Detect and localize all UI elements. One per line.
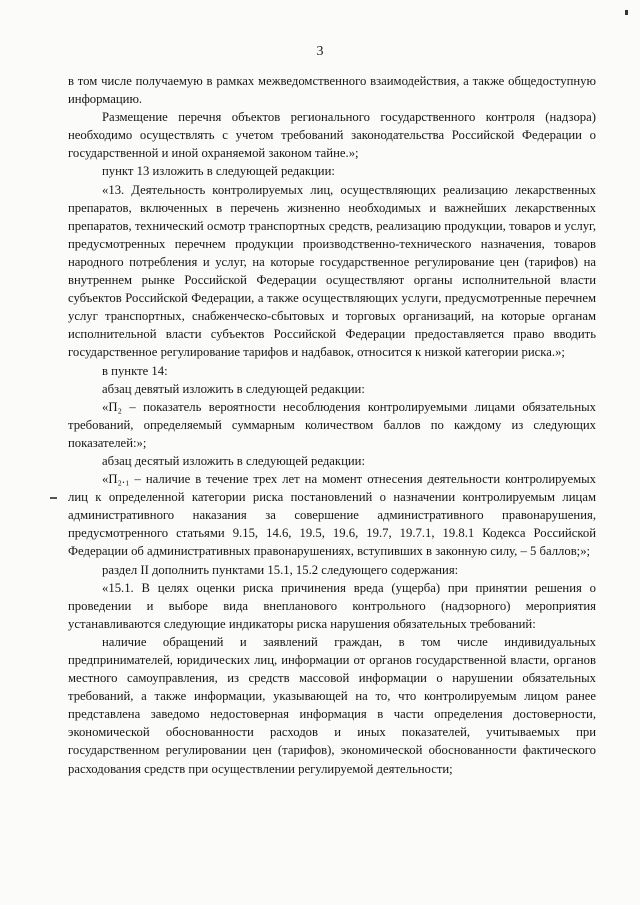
document-body: [68, 72, 596, 778]
paragraph: абзац десятый изложить в следующей редакции:: [102, 453, 365, 468]
scan-mark: [50, 497, 57, 499]
paragraph: «13. Деятельность контролируемых лиц, осуществляющих реализацию лекарственных препаратов, включенных в перечень жизненно необходимых и важнейших лекарственных препаратов, технический осмотр транспортных средств, реализацию продукции, товаров и услуг, предусмотренных перечнем продукции производственно-технического назначения, товаров народного потребления и услуг, на которые государственное регулирование цен (тарифов) на внутреннем рынке Российской Федерации осуществляют органы исполнительной власти субъектов Российской Федерации, а также осуществляющих услуги, предусмотренные перечнем услуг транспортных, снабженческо-сбытовых и торговых организаций, на которые органам исполнительной власти субъектов Российской Федерации предоставляется право вводить государственное регулирование тарифов и надбавок, относится к низкой категории риска.»;: [68, 182, 596, 360]
paragraph: Размещение перечня объектов регионального государственного контроля (надзора) необходимо осуществлять с учетом требований законодательства Российской Федерации о государственной и иной охраняемой законом тайне.»;: [68, 110, 596, 161]
paragraph: «15.1. В целях оценки риска причинения вреда (ущерба) при принятии решения о проведении и выборе вида внепланового контрольного (надзорного) мероприятия устанавливаются следующие индикаторы риска нарушения обязательных требований:: [68, 580, 596, 631]
paragraph: абзац девятый изложить в следующей редакции:: [102, 381, 365, 396]
paragraph: раздел II дополнить пунктами 15.1, 15.2 следующего содержания:: [102, 562, 459, 577]
paragraph: в том числе получаемую в рамках межведомственного взаимодействия, а также общедоступную информацию.: [68, 74, 596, 107]
paragraph: в пункте 14:: [102, 363, 168, 378]
paragraph: наличие обращений и заявлений граждан, в том числе индивидуальных предпринимателей, юридических лиц, информации от органов государственной власти, органов местного самоуправления, из средств массовой информации о нарушении обязательных требований, а также информации, указывающей на то, что контролируемым лицом ранее представлена заведомо недостоверная информация в части определения достоверности, экономической обоснованности расходов и иных показателей, учитываемых при государственном регулировании цен (тарифов), экономической обоснованности фактического расходования средств при осуществлении регулируемой деятельности;: [68, 634, 596, 776]
paragraph: пункт 13 изложить в следующей редакции:: [102, 164, 335, 179]
page-number: 3: [316, 44, 324, 59]
scan-mark: [625, 10, 628, 15]
paragraph: «П₂ – показатель вероятности несоблюдения контролируемыми лицами обязательных требований, определяемый суммарным количеством баллов по каждому из следующих показателей:»;: [68, 399, 596, 450]
paragraph: «П₂.₁ – наличие в течение трех лет на момент отнесения деятельности контролируемых лиц к определенной категории риска постановлений о назначении контролируемым лицам административного наказания за совершение административного правонарушения, предусмотренного статьями 9.15, 14.6, 19.5, 19.6, 19.7, 19.7.1, 19.8.1 Кодекса Российской Федерации об административных правонарушениях, вступивших в законную силу, – 5 баллов;»;: [68, 472, 596, 559]
